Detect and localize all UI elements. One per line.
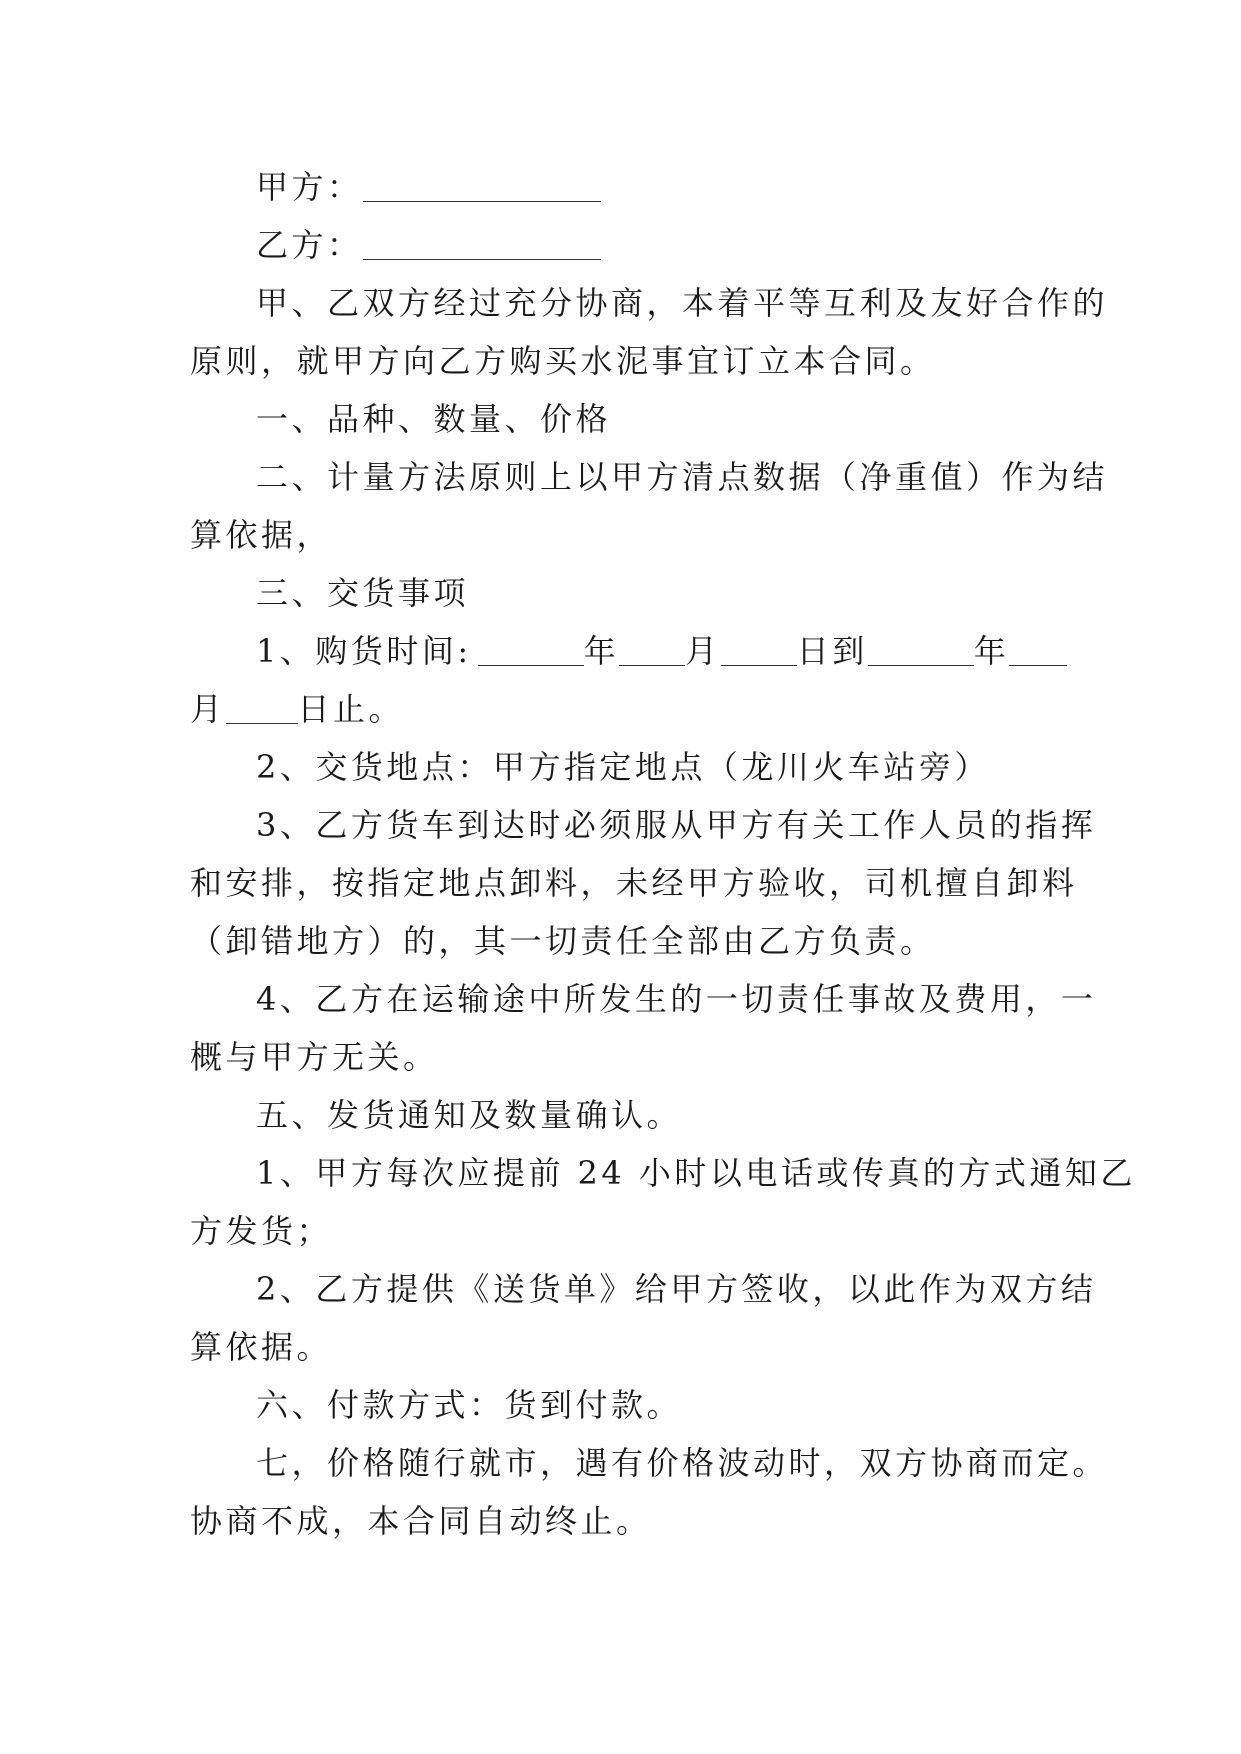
year-label-1: 年 — [583, 632, 620, 670]
month-blank-1 — [619, 635, 685, 666]
section-3-heading: 三、交货事项 — [256, 574, 470, 612]
party-a-line — [190, 158, 1065, 216]
item-3-1-line-1 — [190, 622, 1065, 680]
day-blank-1 — [721, 635, 797, 666]
section-2-line-1: 二、计量方法原则上以甲方清点数据（净重值）作为结 — [256, 458, 1109, 496]
party-b-blank — [363, 229, 601, 260]
purchase-time-label: 1、购货时间: — [256, 632, 472, 670]
intro-line-2: 原则，就甲方向乙方购买水泥事宜订立本合同。 — [190, 342, 936, 380]
item-3-3-line-3: （卸错地方）的，其一切责任全部由乙方负责。 — [190, 922, 936, 960]
item-5-1-line-2: 方发货； — [190, 1212, 333, 1250]
intro-line-1: 甲、乙双方经过充分协商，本着平等互利及友好合作的 — [256, 284, 1109, 322]
month-label-2: 月 — [190, 690, 226, 728]
month-blank-2-start — [1009, 635, 1067, 666]
year-label-2: 年 — [973, 632, 1010, 670]
party-a-blank — [363, 171, 601, 202]
party-b-line — [190, 216, 1065, 274]
item-3-4-line-2: 概与甲方无关。 — [190, 1038, 439, 1076]
month-label-1: 月 — [685, 632, 721, 670]
party-b-label: 乙方： — [256, 226, 363, 264]
item-5-1-line-1: 1、甲方每次应提前 24 小时以电话或传真的方式通知乙 — [256, 1154, 1136, 1192]
party-a-label: 甲方： — [256, 168, 363, 206]
section-7-line-2: 协商不成，本合同自动终止。 — [190, 1502, 652, 1540]
section-5-heading: 五、发货通知及数量确认。 — [256, 1096, 683, 1134]
item-5-2-line-1: 2、乙方提供《送货单》给甲方签收，以此作为双方结 — [256, 1270, 1097, 1308]
item-3-2: 2、交货地点：甲方指定地点（龙川火车站旁） — [256, 748, 990, 786]
contract-page — [190, 158, 1136, 1550]
year-blank-2 — [868, 635, 974, 666]
item-3-3-line-1: 3、乙方货车到达时必须服从甲方有关工作人员的指挥 — [256, 806, 1097, 844]
day-end-label: 日止。 — [297, 690, 405, 728]
item-3-4-line-1: 4、乙方在运输途中所发生的一切责任事故及费用，一 — [256, 980, 1097, 1018]
item-3-1-line-2 — [190, 680, 1065, 738]
day-to-label: 日到 — [796, 632, 868, 670]
item-3-3-line-2: 和安排，按指定地点卸料，未经甲方验收，司机擅自卸料 — [190, 864, 1078, 902]
section-2-line-2: 算依据， — [190, 516, 333, 554]
item-5-2-line-2: 算依据。 — [190, 1328, 333, 1366]
section-6-heading: 六、付款方式：货到付款。 — [256, 1386, 683, 1424]
section-7-line-1: 七，价格随行就市，遇有价格波动时，双方协商而定。 — [256, 1444, 1109, 1482]
year-blank-1 — [478, 635, 584, 666]
day-blank-2 — [226, 693, 298, 724]
section-1-heading: 一、品种、数量、价格 — [256, 400, 612, 438]
